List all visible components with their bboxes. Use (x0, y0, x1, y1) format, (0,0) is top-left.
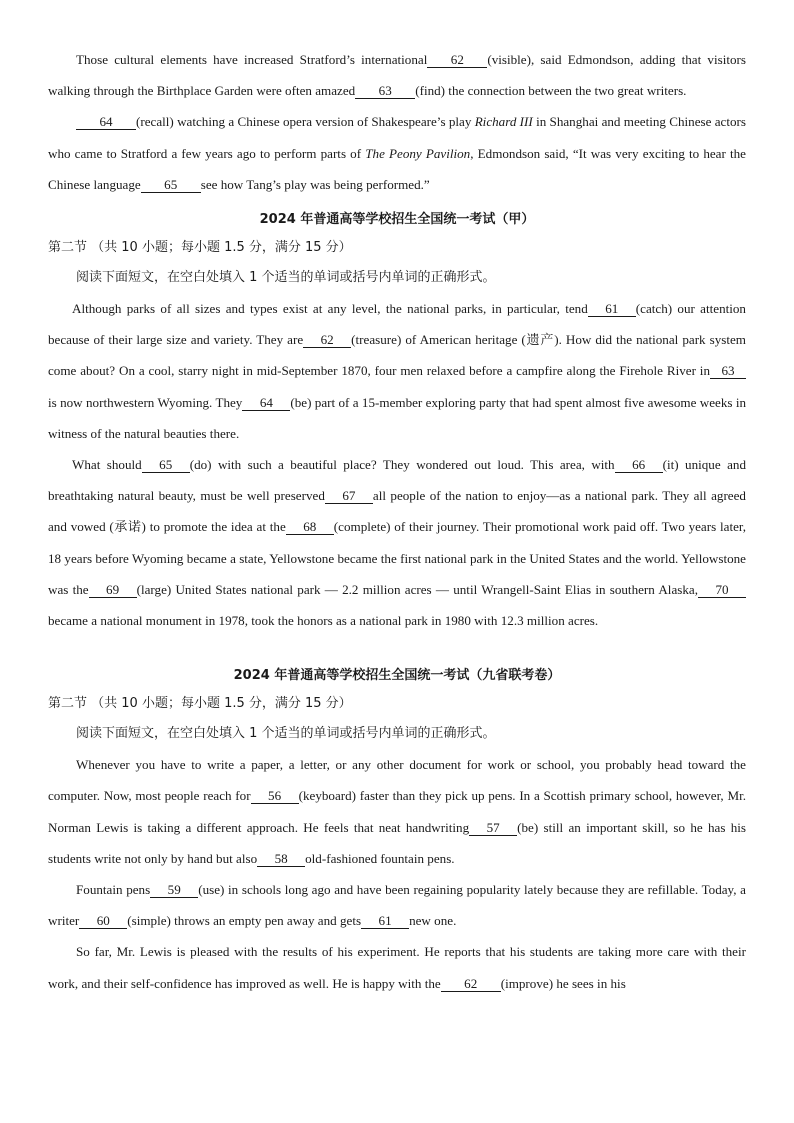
text: all people of the nation to enjoy—as a national park. They all agreed and vowed (承诺) to promote the idea at the (48, 488, 746, 535)
text: see how Tang’s play was being performed.” (200, 176, 430, 192)
blank-61[interactable]: 61 (588, 302, 636, 317)
text: (find) the connection between the two great writers. (415, 83, 687, 99)
exam-title: 2024 年普通高等学校招生全国统一考试（甲） (259, 212, 535, 228)
text: became a national monument in 1978, took the honors as a national park in 1980 with 12.3 million acres. (48, 613, 599, 629)
blank-57[interactable]: 57 (469, 821, 517, 836)
blank-64[interactable]: 64 (76, 115, 136, 130)
blank-59[interactable]: 59 (150, 883, 198, 898)
section-heading: 第二节 （共 10 小题；每小题 1.5 分，满分 15 分） (48, 240, 352, 256)
blank-62[interactable]: 62 (441, 977, 501, 992)
exam-title: 2024 年普通高等学校招生全国统一考试（九省联考卷） (233, 668, 561, 684)
blank-70[interactable]: 70 (698, 583, 746, 598)
section-heading: 第二节 （共 10 小题；每小题 1.5 分，满分 15 分） (48, 696, 352, 712)
text: , Edmondson said, “It was very exciting to hear the Chinese language (48, 145, 746, 192)
exam-nine-paragraph-1 (48, 749, 746, 874)
passage-a-paragraph-2 (48, 106, 746, 200)
text: is now northwestern Wyoming. They (48, 394, 243, 410)
text: new one. (409, 913, 457, 929)
blank-65[interactable]: 65 (142, 458, 190, 473)
text: Fountain pens (76, 882, 151, 898)
blank-66[interactable]: 66 (615, 458, 663, 473)
instruction: 阅读下面短文，在空白处填入 1 个适当的单词或括号内单词的正确形式。 (76, 270, 496, 286)
blank-64[interactable]: 64 (242, 396, 290, 411)
text: Whenever you have to write a paper, a letter, or any other document for work or school, you probably head toward the computer. Now, most people reach for (48, 757, 746, 804)
blank-68[interactable]: 68 (286, 520, 334, 535)
text: (complete) of their journey. Their promotional work paid off. Two years later, 18 years before Wyoming became a state, Yellowstone became the first national park in the United States and the world. Yellowstone was the (48, 519, 747, 597)
blank-65[interactable]: 65 (141, 178, 201, 193)
passage-a-paragraph-1 (48, 44, 746, 106)
spacer (48, 636, 746, 656)
text: in Shanghai and meeting Chinese actors who came to Stratford a few years ago to perform parts of (48, 114, 746, 161)
text: (catch) our attention because of their large size and variety. They are (48, 301, 746, 348)
text: (treasure) of American heritage (遗产). How did the national park system come about? On a cool, starry night in mid-September 1870, four men relaxed before a campfire along the Firehole River in (48, 332, 746, 379)
exam-nine-paragraph-2 (48, 874, 746, 936)
text: Those cultural elements have increased Stratford’s international (76, 52, 428, 67)
text: (visible), said Edmondson, adding that visitors walking through the Birthplace Garden were often amazed (48, 52, 746, 99)
text: (do) with such a beautiful place? They wondered out loud. This area, with (189, 457, 615, 473)
blank-61[interactable]: 61 (361, 914, 409, 929)
blank-63[interactable]: 63 (355, 84, 415, 99)
blank-58[interactable]: 58 (257, 852, 305, 867)
text: What should (72, 457, 142, 473)
blank-62[interactable]: 62 (427, 53, 487, 68)
text: (improve) he sees in his (500, 975, 626, 991)
text: So far, Mr. Lewis is pleased with the results of his experiment. He reports that his students are taking more care with their work, and their self-confidence has improved as well. He is happy with the (48, 944, 746, 991)
play-title: Richard III (474, 114, 533, 130)
exam-jia-paragraph-1 (48, 293, 746, 449)
text: old-fashioned fountain pens. (305, 850, 455, 866)
text: (keyboard) faster than they pick up pens. In a Scottish primary school, however, Mr. Norman Lewis is taking a different approach. He feels that neat handwriting (48, 788, 746, 835)
blank-63[interactable]: 63 (710, 364, 746, 379)
play-title: The Peony Pavilion (365, 145, 471, 161)
instruction: 阅读下面短文，在空白处填入 1 个适当的单词或括号内单词的正确形式。 (76, 726, 496, 742)
text: (large) United States national park — 2.2 million acres — until Wrangell-Saint Elias in southern Alaska, (136, 581, 698, 597)
text: (simple) throws an empty pen away and gets (127, 913, 362, 929)
blank-67[interactable]: 67 (325, 489, 373, 504)
blank-69[interactable]: 69 (89, 583, 137, 598)
document-page (48, 44, 746, 999)
text: (be) part of a 15-member exploring party that had spent almost five awesome weeks in witness of the natural beauties there. (48, 394, 746, 441)
text: Although parks of all sizes and types exist at any level, the national parks, in particular, tend (72, 301, 588, 317)
text: (be) still an important skill, so he has his students write not only by hand but also (48, 819, 747, 866)
blank-62[interactable]: 62 (303, 333, 351, 348)
text: (it) unique and breathtaking natural beauty, must be well preserved (48, 457, 746, 504)
exam-jia-paragraph-2 (48, 449, 746, 636)
blank-56[interactable]: 56 (251, 789, 299, 804)
exam-nine-paragraph-3 (48, 936, 746, 998)
text: (use) in schools long ago and have been regaining popularity lately because they are refillable. Today, a writer (48, 882, 746, 929)
blank-60[interactable]: 60 (79, 914, 127, 929)
text: (recall) watching a Chinese opera version of Shakespeare’s play (136, 114, 472, 130)
